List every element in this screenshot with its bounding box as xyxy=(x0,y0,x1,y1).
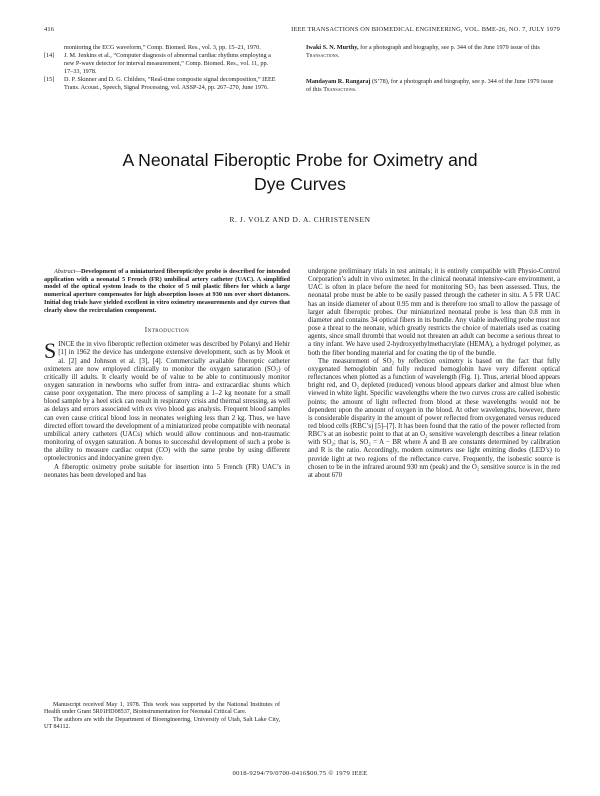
right-column xyxy=(308,268,560,480)
journal-title: IEEE TRANSACTIONS ON BIOMEDICAL ENGINEERING, VOL. BME-26, NO. 7, JULY 1979 xyxy=(291,26,560,33)
article-title: A Neonatal Fiberoptic Probe for Oximetry and Dye Curves xyxy=(122,150,478,194)
reference-item: [15] D. P. Skinner and D. G. Childers, “Real-time composite signal decomposition,” IEEE Trans. Acoust., Speech, Signal Processing, vol. ASSP-24, pp. 267–270, June 1976. xyxy=(44,76,276,92)
reference-list xyxy=(44,44,276,93)
intro-paragraph: SINCE the in vivo fiberoptic reflection oximeter was described by Polanyi and Hehir [1] in 1962 the device has undergone extensive development, such as by Mook et al. [2] and Johnson et al. [3], [4]. Commercially available fiberoptic catheter oximeters are now employed clinically to monitor the oxygen saturation (SO₂) of critically ill adults. It clearly would be of value to be able to continuously monitor oxygen saturation in newborns who suffer from intra- and extracardiac shunts which cause poor oxygenation. The mere process of sampling a 1–2 kg neonate for a small blood sample by a heel stick can result in respiratory crisis and thermal stressing, as well as delays and errors associated with ex vivo blood gas analysis. Frequent blood samples can even cause critical blood loss in neonates weighing less than 2 kg. Thus, we have directed effort toward the development of a miniaturized probe compatible with neonatal umbilical artery catheters (UACs) which would allow continuous and non-traumatic monitoring of oxygen saturation. A bonus to successful development of such a probe is the ability to measure cardiac output (CO) with the same probe by using different optoelectronics and indocyanine green dye. xyxy=(44,338,290,463)
intro-paragraph: A fiberoptic oximetry probe suitable for insertion into 5 French (FR) UAC’s in neonates has been developed and has xyxy=(44,463,290,479)
article-authors: R. J. VOLZ AND D. A. CHRISTENSEN xyxy=(229,215,371,224)
bio-entry: Mandayam R. Rangaraj (S’78), for a photograph and biography, see p. 344 of the June 1979 issue of this Transactions. xyxy=(306,78,554,94)
body-paragraph: The measurement of SO₂ by reflection oximetry is based on the fact that fully oxygenated hemoglobin and fully reduced hemoglobin have very different optical reflectances when plotted as a function of wavelength (Fig. 1). Thus, arterial blood appears bright red, and O₂ depleted (reduced) venous blood appears darker and almost blue when viewed in white light. Specific wavelengths where the two curves cross are called isobestic points; the amount of light reflected from blood at these wavelengths would not be dependent upon the amount of oxygen in the blood. At other wavelengths, however, there is considerable disparity in the amount of power reflected from oxygenated versus reduced red blood cells (RBC’s) [5]–[7]. It has been found that the ratio of the power reflected from RBC’s at an isobestic point to that at an O₂ sensitive wavelength describes a linear relation with SO₂; that is, SO₂ = A − BR where A and B are constants determined by calibration and R is the ratio. Accordingly, modern oximeters use light emitting diodes (LED’s) to provide light at two regions of the reflectance curve. Frequently, the isobestic source is chosen to be in the infrared around 930 nm (peak) and the O₂ sensitive source is in the red at about 670 xyxy=(308,357,560,479)
reference-item: [14] J. M. Jenkins et al., “Computer diagnosis of abnormal cardiac rhythms employing a new P-wave detector for interval measurement,” Comp. Biomed. Res., vol. 11, pp. 17–33, 1978. xyxy=(44,52,271,76)
bio-entry: Iwaki S. N. Murthy, for a photograph and biography, see p. 344 of the June 1979 issue of this Transactions. xyxy=(306,44,540,60)
body-paragraph: undergone preliminary trials in test animals; it is entirely compatible with Physio-Control Corporation’s adult in vivo oximeter. In the clinical neonatal intensive-care environment, a UAC is often in place before the need for monitoring SO₂ has been assessed. Thus, the neonatal probe must be able to be easily passed through the catheter in situ. A 5 FR UAC has an inside diameter of about 0.95 mm and is therefore too small to allow the passage of larger adult fiberoptic probes. Our miniaturized neonatal probe is less than 0.8 mm in diameter and contains 34 optical fibers in its bundle. Any viable indwelling probe must not pose a threat to the neonate, which greatly restricts the choice of materials used as coating agents, since small thrombi that would not threaten an adult can become a serious threat to a tiny infant. We have used 2-hydroxyethylmethacrylate (HEMA), a hydrogel polymer, as both the fiber bonding material and for coating the tip of the bundle. xyxy=(308,268,560,357)
reference-item: monitoring the ECG waveform,” Comp. Biomed. Res., vol. 3, pp. 15–21, 1970. xyxy=(64,44,261,51)
left-column xyxy=(44,268,290,480)
page-number: 416 xyxy=(44,26,55,33)
drop-cap: S xyxy=(44,338,57,364)
author-bios xyxy=(306,44,560,112)
footnote: Manuscript received May 1, 1978. This work was supported by the National Institutes of Health under Grant 5R01HD08537, Bioinstrumentation for Neonatal Critical Care. The authors are with the Department of Bioengineering, University of Utah, Salt Lake City, UT 84112. xyxy=(44,702,280,730)
section-heading: Introduction xyxy=(144,326,190,335)
abstract: Abstract—Development of a miniaturized fiberoptic/dye probe is described for intended application with a neonatal 5 French (FR) umbilical artery catheter (UAC). A simplified model of the optical system leads to the choice of 5 mil plastic fibers for which a large numerical aperture compensates for high absorption losses at 930 nm over short distances. Initial dog trials have yielded excellent in vitro oximetry measurements and dye curves that clearly show the recirculation component. xyxy=(44,268,290,314)
copyright-footer: 0018-9294/79/0700-0416$00.75 © 1979 IEEE xyxy=(232,770,368,777)
